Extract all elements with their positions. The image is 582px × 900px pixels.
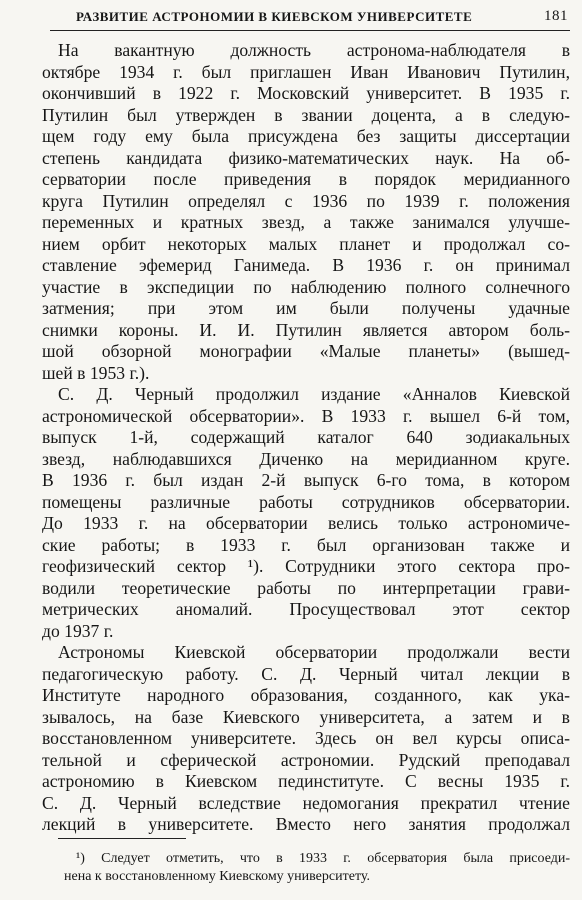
text-line: до 1937 г. (42, 620, 114, 641)
text-line: щем году ему была присуждена без защиты диссертации (42, 126, 570, 146)
text-line: шой обзорной монографии «Малые планеты» (вышед- (42, 341, 570, 361)
footnote (64, 850, 570, 886)
text-line: С. Д. Черный вследствие недомогания прекратил чтение (42, 792, 570, 813)
text-line: Институте народного образования, созданного, как ука- (42, 685, 570, 705)
running-head: РАЗВИТИЕ АСТРОНОМИИ В КИЕВСКОМ УНИВЕРСИТЕТЕ (76, 9, 473, 24)
text-line: На вакантную должность астронома-наблюдателя в (58, 40, 570, 60)
text-line: окончивший в 1922 г. Московский университет. В 1935 г. (42, 83, 570, 103)
text-line: шей в 1953 г.). (42, 362, 150, 383)
text-line: метрических аномалий. Просуществовал этот сектор (42, 599, 570, 619)
text-line: ставление эфемерид Ганимеда. В 1936 г. он принимал (42, 255, 570, 275)
text-line: Путилин был утвержден в звании доцента, а в следую- (42, 104, 570, 125)
text-line: Астрономы Киевской обсерватории продолжали вести (58, 642, 570, 662)
text-line: круга Путилин определял с 1936 по 1939 г. положения (42, 190, 570, 211)
text-line: водили теоретические работы по интерпретации грави- (42, 577, 570, 598)
page-number: 181 (544, 8, 568, 24)
footnote-line: нена к восстановленному Киевскому университету. (64, 869, 370, 884)
text-line: снимки короны. И. И. Путилин является автором боль- (42, 319, 570, 340)
text-line: звезд, наблюдавшихся Диченко на меридианном круге. (42, 448, 570, 469)
text-line: лекций в университете. Вместо него занятия продолжал (42, 814, 570, 834)
text-line: астрономию в Киевском пединституте. С весны 1935 г. (42, 771, 570, 791)
text-line: переменных и кратных звезд, а также занимался улучше- (42, 212, 570, 232)
text-line: астрономической обсерватории». В 1933 г. вышел 6-й том, (42, 405, 570, 426)
text-line: степень кандидата физико-математических наук. На об- (42, 147, 570, 168)
text-line: ские работы; в 1933 г. был организован также и (42, 534, 570, 555)
paragraph-teaching (42, 642, 570, 836)
page-header (50, 6, 570, 31)
text-line: В 1936 г. был издан 2-й выпуск 6-го тома, в котором (42, 470, 570, 490)
paragraph-annals (42, 384, 570, 642)
text-line: участие в экспедиции по наблюдению полного солнечного (42, 276, 570, 297)
paragraph-putilin (42, 40, 570, 384)
text-line: геофизический сектор ¹). Сотрудники этого сектора про- (42, 556, 570, 576)
text-line: нием орбит некоторых малых планет и продолжал со- (42, 233, 570, 254)
text-line: восстановленном университете. Здесь он вел курсы описа- (42, 728, 570, 748)
text-line: С. Д. Черный продолжил издание «Анналов Киевской (58, 384, 570, 404)
text-line: помещены различные работы сотрудников обсерватории. (42, 491, 570, 512)
text-line: октябре 1934 г. был приглашен Иван Иванович Путилин, (42, 61, 570, 82)
text-line: выпуск 1-й, содержащий каталог 640 зодиакальных (42, 427, 570, 447)
footnote-line: ¹) Следует отметить, что в 1933 г. обсерватория была присоеди- (76, 851, 570, 866)
text-line: зывалось, на базе Киевского университета, а затем и в (42, 706, 570, 727)
text-line: До 1933 г. на обсерватории велись только астрономиче- (42, 513, 570, 533)
text-line: серватории после приведения в порядок меридианного (42, 169, 570, 189)
footnote-divider (58, 838, 186, 839)
text-line: педагогическую работу. С. Д. Черный читал лекции в (42, 663, 570, 684)
body-text (42, 40, 570, 836)
text-line: затмения; при этом им были получены удачные (42, 298, 570, 318)
text-line: тельной и сферической астрономии. Рудский преподавал (42, 749, 570, 770)
